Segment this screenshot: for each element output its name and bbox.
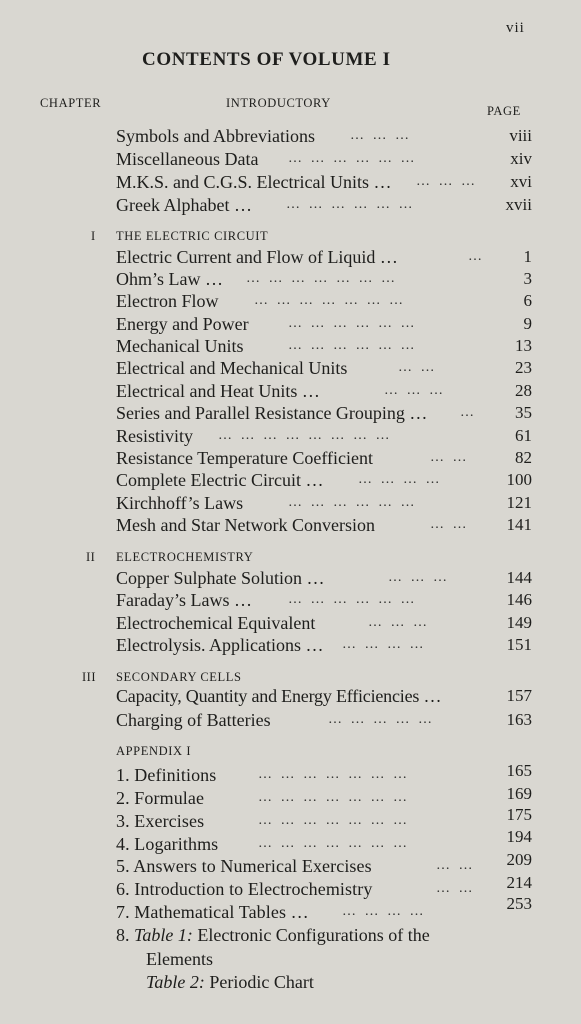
toc-entry-page: 146: [506, 590, 532, 609]
toc-entry-page: 9: [523, 314, 532, 333]
leader-dots: … … … …: [342, 637, 426, 652]
toc-entry-title: 1. Definitions: [116, 765, 217, 785]
chapter-numeral: I: [91, 229, 96, 243]
leader-dots: … …: [436, 858, 475, 873]
toc-entry-page: 157: [506, 686, 532, 705]
leader-dots: … … … …: [342, 904, 426, 919]
toc-entry-title: Greek Alphabet …: [116, 195, 252, 215]
toc-entry-page: 121: [506, 493, 532, 512]
toc-entry-page: viii: [509, 126, 532, 145]
leader-dots: … … …: [350, 128, 412, 143]
toc-entry[interactable]: [116, 635, 536, 657]
leader-dots: … …: [430, 517, 469, 532]
leader-dots: … … …: [368, 615, 430, 630]
leader-dots: … … … … … …: [288, 495, 417, 510]
leader-dots: … …: [436, 881, 475, 896]
toc-entry-title: Complete Electric Circuit …: [116, 470, 324, 490]
toc-entry-title: Symbols and Abbreviations: [116, 126, 315, 146]
toc-entry[interactable]: [116, 493, 536, 515]
table-1-label: Table 1:: [134, 925, 193, 945]
toc-entry-title: Mechanical Units: [116, 336, 244, 356]
toc-entry-page: xvi: [510, 172, 532, 191]
leader-dots: … … … …: [358, 472, 442, 487]
item-number: 8.: [116, 925, 130, 945]
toc-entry[interactable]: [116, 403, 536, 425]
toc-entry-page: 61: [515, 426, 532, 445]
leader-dots: … … … … … … … …: [218, 428, 392, 443]
toc-entry-title: M.K.S. and C.G.S. Electrical Units …: [116, 172, 392, 192]
toc-entry-page: xiv: [510, 149, 532, 168]
toc-entry-title: Ohm’s Law …: [116, 269, 223, 289]
toc-entry[interactable]: [116, 426, 536, 448]
introductory-heading: INTRODUCTORY: [226, 96, 331, 110]
toc-entry[interactable]: [116, 568, 536, 590]
toc-entry[interactable]: [116, 805, 536, 833]
toc-entry[interactable]: [116, 850, 536, 878]
toc-entry[interactable]: [116, 149, 536, 171]
toc-entry-page: 82: [515, 448, 532, 467]
table-2-title: Periodic Chart: [209, 972, 314, 992]
leader-dots: … … …: [416, 174, 478, 189]
toc-entry-page: 35: [515, 403, 532, 422]
toc-entry[interactable]: [116, 172, 536, 194]
toc-entry-title: Resistivity: [116, 426, 194, 446]
leader-dots: … … … … … …: [288, 592, 417, 607]
toc-entry[interactable]: [116, 827, 536, 856]
toc-entry-title: 5. Answers to Numerical Exercises: [116, 856, 372, 876]
toc-entry-page: 149: [506, 613, 532, 632]
toc-entry-title: 3. Exercises: [116, 811, 205, 831]
chapter-heading: THE ELECTRIC CIRCUIT: [116, 229, 269, 243]
chapter-numeral: III: [82, 670, 96, 684]
toc-entry-page: 253: [506, 894, 532, 913]
leader-dots: … … … … … …: [288, 151, 417, 166]
toc-entry[interactable]: [116, 269, 536, 291]
leader-dots: … … … … … …: [288, 338, 417, 353]
leader-dots: … … … … …: [328, 712, 435, 727]
toc-entry[interactable]: [116, 291, 536, 313]
toc-entry-title: Resistance Temperature Coefficient: [116, 448, 373, 468]
toc-entry[interactable]: [116, 381, 536, 403]
toc-entry-title: 4. Logarithms: [116, 834, 219, 854]
toc-entry-page: xvii: [505, 195, 532, 214]
toc-entry-page: 214: [506, 873, 532, 892]
toc-entry[interactable]: [116, 894, 536, 924]
toc-entry[interactable]: [116, 195, 536, 217]
toc-entry-page: 175: [506, 805, 532, 824]
toc-entry-page: 144: [506, 568, 532, 587]
toc-entry[interactable]: [116, 358, 536, 380]
table-2-label: Table 2:: [146, 972, 205, 992]
toc-entry-page: 1: [523, 247, 532, 266]
toc-entry-title: Faraday’s Laws …: [116, 590, 252, 610]
toc-entry[interactable]: [116, 448, 536, 470]
table-2-entry[interactable]: [146, 972, 314, 993]
toc-entry[interactable]: [116, 761, 536, 787]
toc-entry[interactable]: [116, 686, 536, 708]
toc-entry[interactable]: [116, 515, 536, 537]
toc-entry-title: Electrochemical Equivalent: [116, 613, 316, 633]
leader-dots: … …: [430, 450, 469, 465]
leader-dots: … … … … … … …: [258, 790, 410, 805]
toc-entry-page: 163: [506, 710, 532, 729]
toc-entry-title: Energy and Power: [116, 314, 249, 334]
toc-entry-page: 100: [506, 470, 532, 489]
toc-entry-page: 28: [515, 381, 532, 400]
toc-entry[interactable]: [116, 784, 536, 810]
toc-entry-title: Electron Flow: [116, 291, 219, 311]
leader-dots: …: [460, 405, 477, 420]
toc-entry-title: Electrical and Heat Units …: [116, 381, 320, 401]
page-column-header: PAGE: [487, 104, 521, 118]
toc-entry-page: 169: [506, 784, 532, 803]
toc-entry[interactable]: [116, 710, 536, 732]
toc-entry-title: Mesh and Star Network Conversion: [116, 515, 375, 535]
toc-entry-title: Kirchhoff’s Laws: [116, 493, 244, 513]
toc-entry-title: Charging of Batteries: [116, 710, 271, 730]
leader-dots: … … … … … … …: [258, 836, 410, 851]
toc-entry[interactable]: [116, 590, 536, 612]
toc-entry[interactable]: [116, 873, 536, 901]
toc-entry[interactable]: [116, 336, 536, 358]
toc-entry-page: 209: [506, 850, 532, 869]
page-title: CONTENTS OF VOLUME I: [142, 49, 391, 70]
toc-entry-page: 6: [523, 291, 532, 310]
chapter-column-header: CHAPTER: [40, 96, 102, 110]
leader-dots: … … … … … … …: [258, 813, 410, 828]
toc-entry-title: Copper Sulphate Solution …: [116, 568, 325, 588]
appendix-item-8[interactable]: [116, 925, 430, 946]
leader-dots: … …: [398, 360, 437, 375]
toc-entry[interactable]: [116, 247, 536, 269]
leader-dots: … … …: [384, 383, 446, 398]
chapter-numeral: II: [86, 550, 96, 564]
toc-entry-title: 2. Formulae: [116, 788, 205, 808]
toc-entry-title: Series and Parallel Resistance Grouping …: [116, 403, 428, 423]
leader-dots: … … …: [388, 570, 450, 585]
appendix-heading: APPENDIX I: [116, 744, 192, 758]
toc-entry-page: 194: [506, 827, 532, 846]
toc-entry-title: Capacity, Quantity and Energy Efficiencies …: [116, 686, 442, 706]
leader-dots: … … … … … … …: [258, 767, 410, 782]
leader-dots: … … … … … … …: [246, 271, 398, 286]
table-1-title: Electronic Configurations of the: [197, 925, 430, 945]
leader-dots: … … … … … …: [286, 197, 415, 212]
toc-entry-title: 7. Mathematical Tables …: [116, 902, 309, 922]
toc-entry-page: 165: [506, 761, 532, 780]
toc-entry[interactable]: [116, 126, 536, 148]
toc-entry-title: Miscellaneous Data: [116, 149, 259, 169]
table-1-title-continued: Elements: [146, 949, 213, 969]
chapter-heading: SECONDARY CELLS: [116, 670, 242, 684]
toc-entry-page: 3: [523, 269, 532, 288]
toc-entry-page: 151: [506, 635, 532, 654]
toc-entry-page: 23: [515, 358, 532, 377]
leader-dots: … … … … … … …: [254, 293, 406, 308]
toc-entry-title: Electric Current and Flow of Liquid …: [116, 247, 398, 267]
leader-dots: …: [468, 249, 485, 264]
toc-entry-title: Electrolysis. Applications …: [116, 635, 324, 655]
toc-entry[interactable]: [116, 470, 536, 492]
chapter-heading: ELECTROCHEMISTRY: [116, 550, 254, 564]
toc-entry-page: 13: [515, 336, 532, 355]
toc-entry-title: Electrical and Mechanical Units: [116, 358, 348, 378]
toc-entry[interactable]: [116, 314, 536, 336]
toc-entry-page: 141: [506, 515, 532, 534]
page-number: vii: [506, 20, 525, 36]
toc-entry[interactable]: [116, 613, 536, 635]
toc-entry-title: 6. Introduction to Electrochemistry: [116, 879, 373, 899]
leader-dots: … … … … … …: [288, 316, 417, 331]
